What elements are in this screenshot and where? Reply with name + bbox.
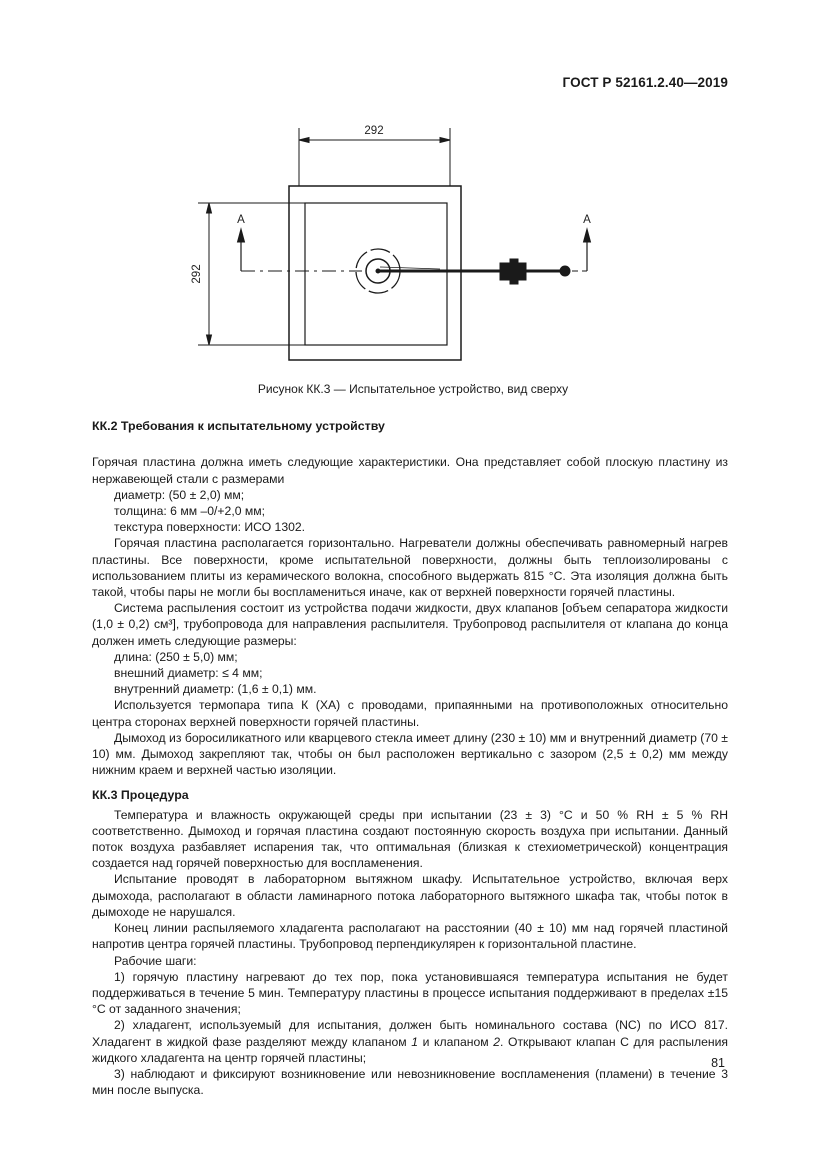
- dimension-label-vertical: 292: [191, 264, 203, 284]
- valve-body: [500, 263, 526, 280]
- step-item: 2) хладагент, используемый для испытания, должен быть номинального состава (NC) по ИСО 817. Хладагент в жидкой фазе разделяют между клапаном 1 и клапаном 2. Открывают клапан С для распыления жидкого хладагента на центр горячей пластины;: [92, 1018, 728, 1065]
- paragraph: Используется термопара типа К (ХА) с проводами, припаянными на противоположных относительно центра сторонах верхней поверхности горячей пластины.: [92, 698, 728, 729]
- list-item: толщина: 6 мм –0/+2,0 мм;: [114, 504, 266, 519]
- section-arrow-left: [238, 229, 245, 242]
- list-item: длина: (250 ± 5,0) мм;: [114, 649, 238, 664]
- dimension-label-horizontal: 292: [364, 125, 384, 137]
- section-arrow-right: [584, 229, 591, 242]
- step-item: 3) наблюдают и фиксируют возникновение или невозникновение воспламенения (пламени) в течение 3 мин после выпуска.: [92, 1066, 728, 1098]
- document-code: ГОСТ Р 52161.2.40—2019: [562, 75, 728, 90]
- feed-connector: [560, 266, 570, 276]
- paragraph: Горячая пластина располагается горизонтально. Нагреватели должны обеспечивать равномерный нагрев пластины. Все поверхности, кроме испытательной поверхности, должны быть теплоизолированы с использованием плиты из керамического волокна, способного выдержать 815 °С. Эта изоляция должна быть такой, чтобы пары не могли бы воспламениться иначе, как от верхней поверхности горячей пластины.: [92, 536, 728, 600]
- paragraph: Рабочие шаги:: [114, 953, 197, 968]
- section-mark-left: А: [237, 214, 245, 226]
- list: [92, 487, 728, 536]
- list-item: внутренний диаметр: (1,6 ± 0,1) мм.: [114, 682, 317, 697]
- figure-caption: Рисунок КК.3 — Испытательное устройство, вид сверху: [257, 382, 569, 396]
- step-item: 1) горячую пластину нагревают до тех пор, пока установившаяся температура испытания не будет поддерживаться в течение 5 мин. Температуру пластины в процессе испытания поддерживают в пределах ±15 °С от заданного значения;: [92, 969, 728, 1017]
- paragraph: Горячая пластина должна иметь следующие характеристики. Она представляет собой плоскую пластину из нержавеющей стали с размерами: [92, 455, 728, 486]
- paragraph: Конец линии распыляемого хладагента располагают на расстоянии (40 ± 10) мм над горячей пластиной напротив центра горячей пластины. Трубопровод перпендикулярен к горизонтальной пластине.: [92, 921, 728, 952]
- paragraph: Система распыления состоит из устройства подачи жидкости, двух клапанов [объем сепаратора жидкости (1,0 ± 0,2) см³], трубопровода для направления распылителя. Трубопровод распылителя от клапана до конца должен иметь следующие размеры:: [92, 601, 728, 648]
- document-body: [92, 418, 728, 1098]
- list-item: диаметр: (50 ± 2,0) мм;: [114, 487, 245, 502]
- valve-top: [510, 259, 518, 263]
- dimension-arrow: [440, 138, 450, 143]
- paragraph: Дымоход из боросиликатного или кварцевого стекла имеет длину (230 ± 10) мм и внутренний диаметр (70 ± 10) мм. Дымоход закрепляют так, чтобы он был расположен вертикально с зазором (2,5 ± 0,2) мм между нижним краем и верхней частью изоляции.: [92, 730, 728, 778]
- insulation-board-outline: [305, 203, 447, 345]
- paragraph: Испытание проводят в лабораторном вытяжном шкафу. Испытательное устройство, включая верх дымохода, располагают в области ламинарного потока лабораторного вытяжного шкафа так, чтобы поток в дымоходе не нарушался.: [92, 872, 728, 919]
- list-item: внешний диаметр: ≤ 4 мм;: [114, 666, 263, 681]
- dimension-arrow: [207, 335, 212, 345]
- list-item: текстура поверхности: ИСО 1302.: [114, 520, 306, 535]
- dimension-arrow: [207, 203, 212, 213]
- dimension-arrow: [299, 138, 309, 143]
- page-number: 81: [711, 1056, 725, 1070]
- section-heading-kk3: КК.3 Процедура: [92, 788, 189, 803]
- test-device-top-view-figure: [0, 0, 826, 380]
- paragraph: Температура и влажность окружающей среды при испытании (23 ± 3) °С и 50 % RH ± 5 % RH соответственно. Дымоход и горячая пластина создают постоянную скорость воздуха при испытании. Данный поток воздуха разбавляет испарения так, что оптимальная (близкая к стехиометрической) концентрация создается над горячей поверхностью для воспламенения.: [92, 807, 728, 871]
- chimney-outer-outline: [289, 186, 461, 360]
- section-heading-kk2: КК.2 Требования к испытательному устройству: [92, 419, 385, 433]
- list: [92, 649, 728, 698]
- section-mark-right: А: [583, 214, 591, 226]
- valve-bottom: [510, 280, 518, 284]
